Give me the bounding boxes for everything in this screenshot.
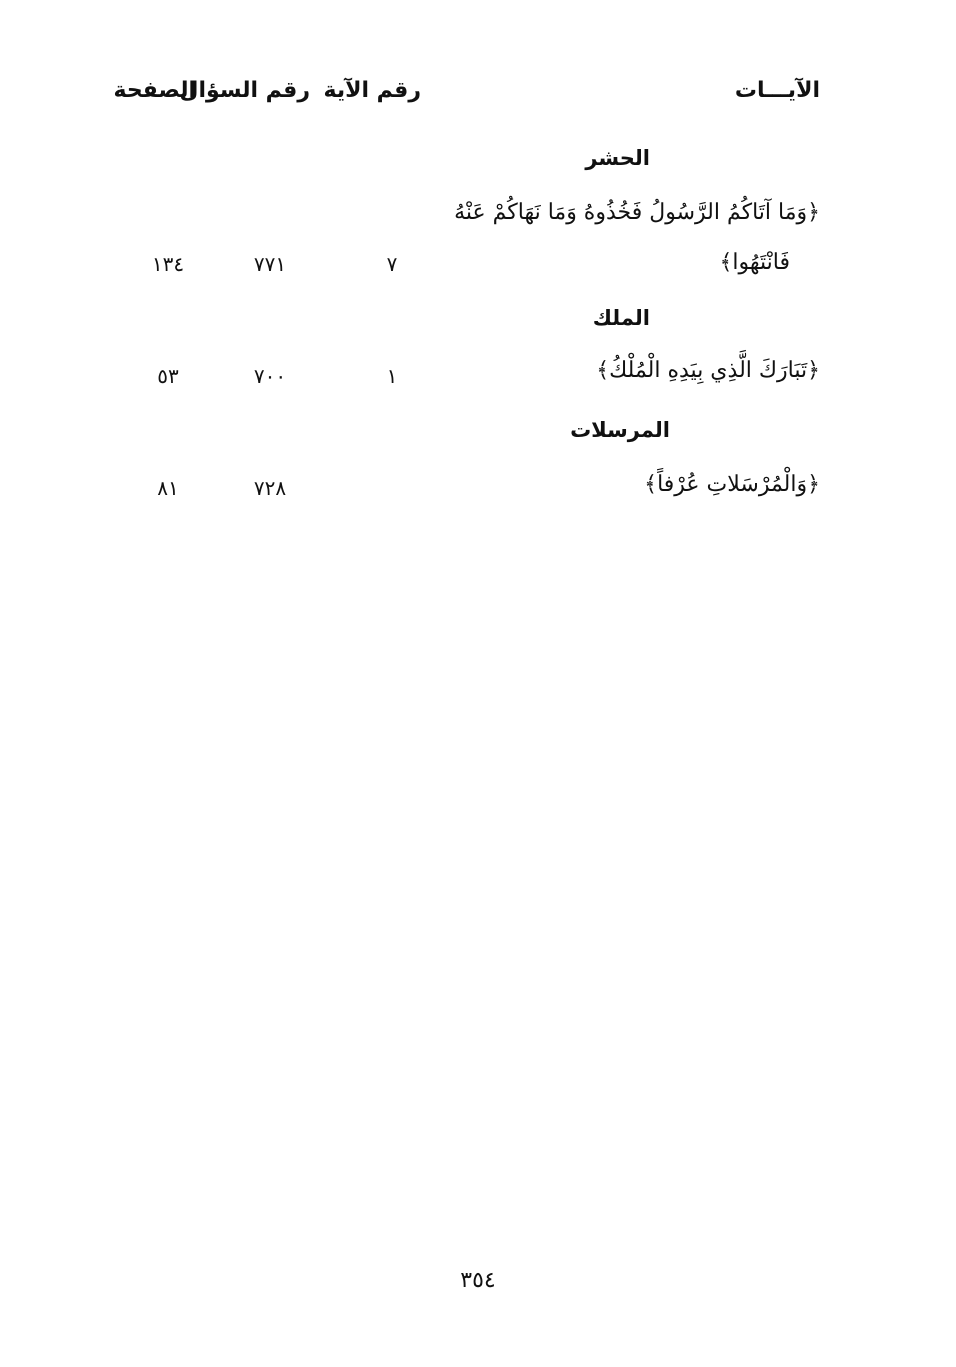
page-number: ٨١ (157, 476, 179, 500)
question-number: ٧٠٠ (253, 364, 287, 388)
footer-page-number: ٣٥٤ (460, 1268, 496, 1293)
column-header-verses: الآيـــات (734, 78, 820, 103)
verse-text-continued: فَانْتَهُوا﴾ (719, 250, 790, 275)
column-header-verse-number: رقم الآية (323, 78, 421, 103)
page-number: ٥٣ (157, 364, 179, 388)
surah-title: المرسلات (570, 418, 670, 442)
question-number: ٧٢٨ (253, 476, 287, 500)
verse-number: ٧ (386, 252, 398, 276)
verse-text: ﴿وَالْمُرْسَلاتِ عُرْفاً﴾ (644, 472, 820, 497)
surah-title: الحشر (585, 146, 650, 170)
verse-text: ﴿تَبَارَكَ الَّذِي بِيَدِهِ الْمُلْكُ﴾ (596, 358, 820, 383)
column-header-question-number: رقم السؤال (179, 78, 310, 103)
surah-title: الملك (592, 306, 650, 330)
page-number: ١٣٤ (151, 252, 185, 276)
verse-number: ١ (386, 364, 398, 388)
verse-text: ﴿وَمَا آتَاكُمُ الرَّسُولُ فَخُذُوهُ وَمَا نَهَاكُمْ عَنْهُ (454, 200, 820, 225)
question-number: ٧٧١ (253, 252, 287, 276)
column-header-page: الصفحة (113, 78, 196, 103)
